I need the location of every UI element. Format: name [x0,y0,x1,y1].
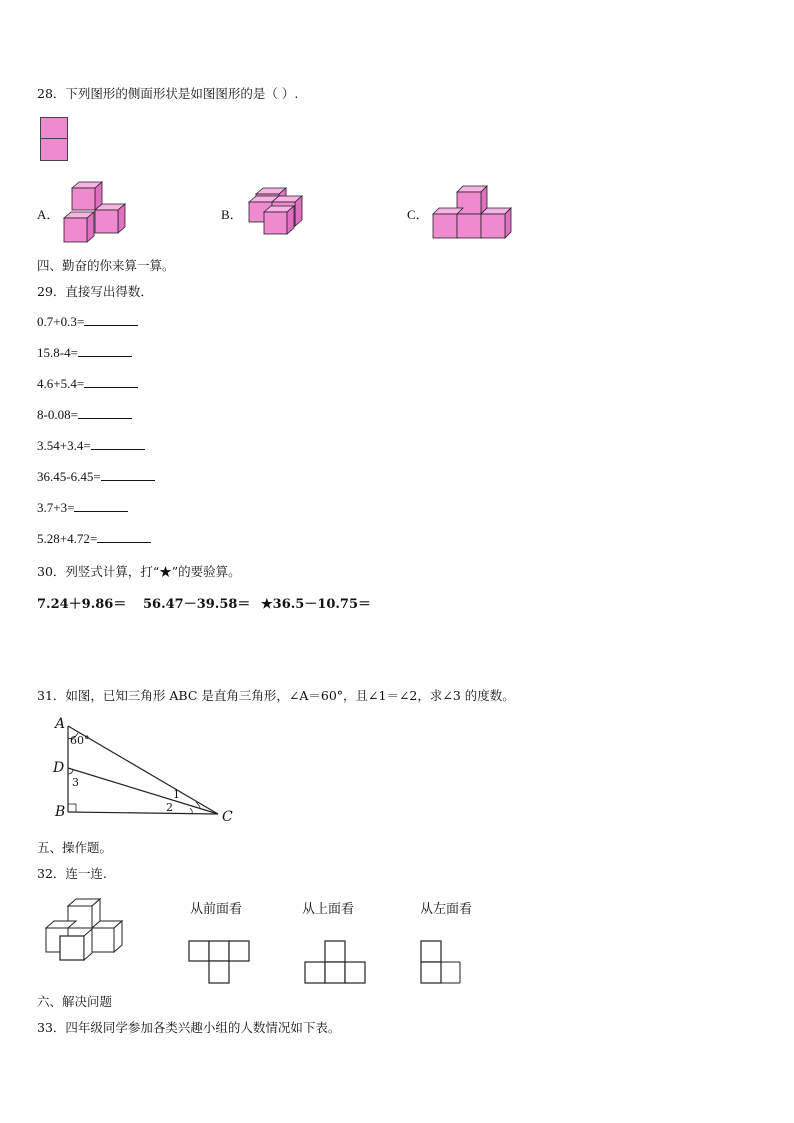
answer-blank[interactable] [97,530,151,543]
q28-prompt: 28．下列图形的侧面形状是如图图形的是（ ）. [37,86,299,101]
q29-expr-2: 15.8-4= [37,345,78,360]
vertex-c-label: C [222,809,233,825]
top-view-shape[interactable] [304,940,368,986]
q29-expr-3: 4.6+5.4= [37,376,85,391]
q29-item-7 [37,499,128,516]
view-label-top: 从上面看 [302,902,355,917]
left-view-shape[interactable] [420,940,464,986]
section-five-title: 五、操作题。 [37,840,113,855]
q29-item-3 [37,375,138,392]
q30-prompt: 30．列竖式计算，打“★”的要验算。 [37,564,241,579]
option-b-label[interactable]: B． [221,207,243,222]
answer-blank[interactable] [78,344,132,357]
option-a-label[interactable]: A． [37,207,60,222]
option-b-cubes[interactable] [248,186,308,238]
option-c-label[interactable]: C． [407,207,429,222]
q29-expr-4: 8-0.08= [37,407,78,422]
angle-3-label: 3 [72,776,79,789]
q29-item-5 [37,437,145,454]
q32-prompt: 32．连一连. [37,866,107,881]
q29-expr-8: 5.28+4.72= [37,531,98,546]
answer-blank[interactable] [78,406,132,419]
q28-side-view-figure [40,117,70,163]
option-c-cubes[interactable] [432,184,514,242]
angle-a-value: 60° [70,734,90,747]
q31-triangle-lines [50,716,240,826]
vertex-b-label: B [55,804,66,820]
q29-expr-6: 36.45-6.45= [37,469,101,484]
q29-item-4 [37,406,132,423]
answer-blank[interactable] [101,468,155,481]
q31-triangle-figure [50,716,240,826]
q29-prompt: 29．直接写出得数． [37,284,153,299]
q29-expr-1: 0.7+0.3= [37,314,85,329]
angle-2-label: 2 [166,801,173,814]
vertex-d-label: D [53,760,65,776]
q30-item-2: 56.47－39.58＝ [143,597,251,612]
q29-expr-7: 3.7+3= [37,500,75,515]
q33-prompt: 33．四年级同学参加各类兴趣小组的人数情况如下表。 [37,1020,341,1035]
answer-blank[interactable] [84,375,138,388]
answer-blank[interactable] [74,499,128,512]
vertex-a-label: A [55,716,66,732]
q30-item-1: 7.24＋9.86＝ [37,597,127,612]
view-label-left: 从左面看 [420,902,473,917]
answer-blank[interactable] [91,437,145,450]
q29-expr-5: 3.54+3.4= [37,438,91,453]
answer-blank[interactable] [84,313,138,326]
q31-prompt: 31．如图，已知三角形 ABC 是直角三角形，∠A＝60°，且∠1＝∠2，求∠3 的度数。 [37,688,515,703]
q29-item-2 [37,344,132,361]
section-four-title: 四、勤奋的你来算一算。 [37,258,175,273]
angle-1-label: 1 [173,788,180,801]
q29-item-8 [37,530,151,547]
q32-solid-figure[interactable] [44,896,136,966]
q29-item-1 [37,313,138,330]
option-a-cubes[interactable] [62,180,128,244]
section-six-title: 六、解决问题 [37,994,113,1009]
q30-item-3: ★36.5－10.75＝ [261,597,372,612]
q29-item-6 [37,468,155,485]
front-view-shape[interactable] [188,940,252,986]
view-label-front: 从前面看 [190,902,243,917]
